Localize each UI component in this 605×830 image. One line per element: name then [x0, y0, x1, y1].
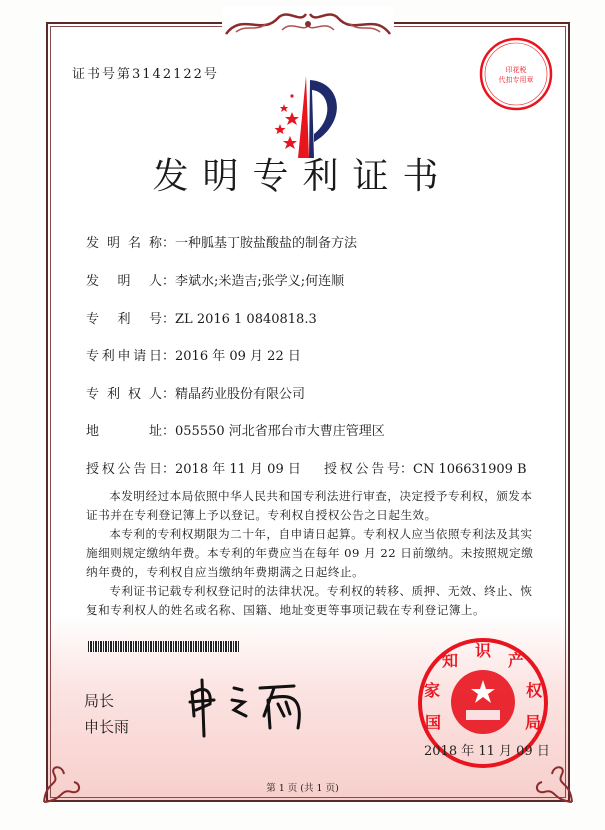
field-value: 精晶药业股份有限公司 [175, 387, 306, 402]
signatory-name: 申长雨 [84, 718, 130, 736]
field-label: 授权公告号 [324, 462, 400, 477]
svg-text:产: 产 [507, 651, 525, 670]
svg-text:识: 识 [474, 641, 492, 660]
field-value: 一种胍基丁胺盐酸盐的制备方法 [175, 236, 358, 251]
field-value: CN 106631909 B [413, 462, 527, 477]
field-label: 授权公告日 [86, 462, 162, 477]
handwritten-signature [186, 676, 316, 740]
field-label: 地址 [86, 424, 162, 439]
svg-text:权: 权 [525, 681, 543, 700]
svg-text:印花税: 印花税 [505, 66, 527, 74]
field-grant-date: 授权公告日：2018 年 11 月 09 日 [86, 458, 301, 477]
field-value: ZL 2016 1 0840818.3 [175, 312, 317, 327]
field-label: 专利权人 [86, 387, 162, 402]
legal-text [86, 487, 536, 620]
svg-text:局: 局 [524, 713, 542, 732]
field-invention-name: 发明名称：一种胍基丁胺盐酸盐的制备方法 [86, 232, 357, 251]
field-label: 发明人 [86, 274, 162, 289]
paragraph: 专利证书记载专利权登记时的法律状况。专利权的转移、质押、无效、终止、恢复和专利权人的姓名或名称、国籍、地址变更等事项记载在专利登记簿上。 [86, 584, 533, 617]
page-indicator: 第 1 页 (共 1 页) [266, 783, 339, 794]
field-value: 2016 年 09 月 22 日 [175, 349, 301, 364]
document-title: 发明专利证书 [152, 156, 453, 197]
field-value: 李斌水;米造吉;张学义;何连顺 [175, 274, 345, 289]
barcode [88, 641, 240, 652]
field-address: 地址：055550 河北省邢台市大曹庄管理区 [86, 420, 385, 439]
svg-text:家: 家 [423, 681, 441, 700]
field-patentee: 专利权人：精晶药业股份有限公司 [86, 383, 305, 402]
svg-text:国: 国 [424, 713, 442, 732]
certificate-number: 证书号第3142122号 [72, 67, 219, 82]
svg-text:知: 知 [441, 651, 459, 670]
top-ornament-icon [222, 6, 394, 40]
field-value: 055550 河北省邢台市大曹庄管理区 [175, 424, 385, 439]
field-value: 2018 年 11 月 09 日 [175, 462, 301, 477]
paragraph: 本发明经过本局依照中华人民共和国专利法进行审查，决定授予专利权，颁发本证书并在专利登记簿上予以登记。专利权自授权公告之日起生效。 [86, 489, 533, 522]
field-label: 专利号 [86, 312, 162, 327]
field-label: 专利申请日 [86, 349, 162, 364]
field-inventors: 发明人：李斌水;米造吉;张学义;何连顺 [86, 270, 344, 289]
signatory-title: 局长 [84, 692, 115, 710]
field-patent-number: 专利号：ZL 2016 1 0840818.3 [86, 308, 317, 327]
tax-stamp-seal [478, 36, 554, 112]
field-application-date: 专利申请日：2016 年 09 月 22 日 [86, 345, 301, 364]
field-label: 发明名称 [86, 236, 162, 251]
svg-text:代扣专用章: 代扣专用章 [498, 76, 534, 84]
field-grant-number: 授权公告号：CN 106631909 B [324, 458, 527, 477]
seal-date: 2018 年 11 月 09 日 [424, 744, 550, 759]
paragraph: 本专利的专利权期限为二十年，自申请日起算。专利权人应当依照专利法及其实施细则规定缴纳年费。本专利的年费应当在每年 09 月 22 日前缴纳。未按照规定缴纳年费的，专利权自应当缴纳年费期满之日起终止。 [86, 527, 534, 579]
